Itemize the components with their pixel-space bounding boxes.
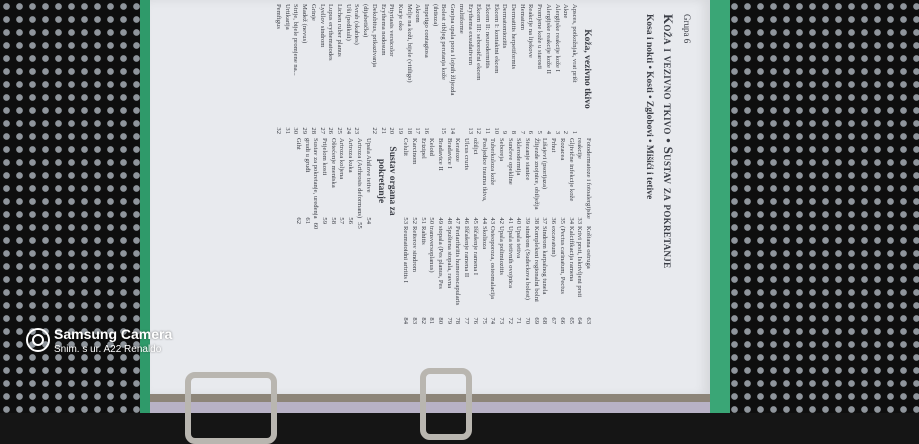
index-entry	[345, 138, 354, 224]
entry-number: 50	[428, 217, 436, 224]
entry-number: 23	[353, 127, 361, 134]
entry-number: 62	[294, 217, 302, 224]
index-entry	[566, 138, 575, 224]
entry-number: 3	[553, 130, 561, 134]
entry-title: Artroza kuka	[347, 138, 355, 173]
entry-title: Apsces, potkožnjak, vrat prišt	[571, 4, 578, 83]
entry-title: Artroza (Arthrosis deformans)	[355, 138, 363, 219]
entry-title: (ihtioza)	[431, 4, 439, 27]
entry-title: Akne	[562, 4, 570, 19]
entry-number: 64	[576, 317, 584, 324]
entry-number: 49	[437, 217, 445, 224]
entry-title: Upala tetiva	[515, 226, 523, 259]
entry-number: 7	[518, 130, 526, 134]
entry-number: 32	[275, 127, 283, 134]
entry-number: 55	[355, 222, 363, 229]
index-entry	[508, 4, 517, 134]
entry-number: 76	[471, 317, 479, 324]
index-entry	[583, 226, 592, 324]
index-entry	[540, 226, 549, 324]
index-entry	[500, 4, 509, 134]
entry-title: Iščašenje ramena I	[471, 226, 479, 276]
index-entry	[526, 4, 535, 134]
section-heading: Koža, vezivno tkivo	[582, 29, 592, 109]
entry-number: 10	[492, 127, 500, 134]
watermark-subtitle: Snim. s ur. A22 Renaldo	[54, 344, 162, 355]
page-subtitle: Kosa i nokti • Kosti • Zglobovi • Mišići i tetive	[644, 14, 654, 200]
index-entry	[534, 4, 543, 134]
entry-title: grudi u gruđi	[303, 138, 311, 173]
entry-number: 57	[338, 217, 346, 224]
entry-title: excavatum)	[550, 226, 558, 257]
index-entry	[401, 138, 410, 224]
entry-number: 78	[454, 317, 462, 324]
index-entry	[548, 226, 557, 324]
entry-number: 29	[301, 127, 309, 134]
entry-number: 56	[347, 217, 355, 224]
index-entry	[488, 138, 497, 224]
index-entry	[505, 138, 514, 224]
entry-title: Urtikarija	[283, 4, 291, 30]
entry-title: Upala tetivnih ovojnica	[506, 226, 514, 288]
index-entry	[354, 138, 363, 229]
entry-number: 4	[544, 130, 552, 134]
entry-number: 70	[524, 317, 532, 324]
entry-number: 13	[466, 127, 474, 134]
entry-title: reakcije	[576, 138, 584, 159]
entry-number: 25	[336, 127, 344, 134]
entry-number: 73	[497, 317, 505, 324]
index-entry	[447, 4, 456, 134]
index-entry	[282, 4, 291, 134]
entry-number: 15	[440, 127, 448, 134]
index-entry	[427, 138, 436, 224]
entry-title: Hematom	[518, 4, 526, 31]
index-entry	[583, 138, 592, 224]
index-entry	[326, 4, 335, 134]
index-entry	[435, 226, 444, 324]
index-entry	[352, 4, 361, 134]
entry-number: 16	[423, 127, 431, 134]
entry-title: Ekcem I: kontaktni ekcem	[492, 4, 500, 74]
index-entry	[479, 226, 488, 324]
entry-title: Bradavice I	[445, 138, 453, 169]
entry-number: 48	[445, 217, 453, 224]
entry-number: 46	[463, 217, 471, 224]
index-entry	[557, 226, 566, 324]
index-entry	[496, 138, 505, 224]
camera-shutter-icon	[26, 328, 50, 352]
entry-number: 66	[558, 317, 566, 324]
index-entry	[439, 4, 448, 134]
entry-number: 17	[414, 127, 422, 134]
entry-number: 18	[405, 127, 413, 134]
entry-title: Prijelom kosti	[321, 138, 329, 176]
entry-title: Celulit	[402, 138, 410, 156]
entry-number: 36	[550, 217, 558, 224]
entry-number: 67	[550, 317, 558, 324]
index-entry	[561, 4, 570, 134]
index-entry	[413, 4, 422, 134]
index-entry	[505, 226, 514, 324]
binder-ring	[185, 372, 277, 444]
entry-title: Madež (nevus)	[301, 4, 309, 44]
entry-number: 74	[489, 317, 497, 324]
entry-title: Osteoporoza, osteomalacija	[489, 226, 497, 299]
index-entry	[273, 4, 282, 134]
entry-number: 72	[506, 317, 514, 324]
entry-title: Mrlje na koži, bijele (vitiligo)	[405, 4, 413, 83]
index-entry	[575, 138, 584, 224]
entry-title: stopala (Pes planus, Pes	[437, 226, 445, 290]
index-entry	[479, 138, 488, 224]
binder-ring	[420, 368, 472, 440]
entry-number: 9	[501, 130, 509, 134]
index-entry	[418, 226, 427, 324]
entry-title: Gnojna upala pora i lojnih žlijezda	[449, 4, 457, 96]
section-heading: Sustav organa za pokretanje	[375, 146, 397, 216]
entry-title: Ekcem II: neurodermitis	[483, 4, 491, 69]
index-entry	[456, 4, 465, 134]
entry-title: Erizipel	[419, 138, 427, 159]
entry-title: Impetigo contagiosa	[423, 4, 431, 58]
entry-title: Reumatoidni artritis I	[402, 226, 410, 283]
entry-title: Promjene kože u starosti	[536, 4, 544, 70]
entry-number: 19	[396, 127, 404, 134]
entry-list	[401, 226, 592, 324]
index-entry	[334, 4, 343, 134]
index-entry	[427, 226, 436, 324]
entry-number: 5	[536, 130, 544, 134]
entry-number: 65	[567, 317, 575, 324]
entry-title: Dermatitis herpetiformis	[510, 4, 518, 70]
entry-number: 1	[571, 130, 578, 134]
entry-number: 42	[497, 217, 505, 224]
entry-number: 24	[344, 127, 352, 134]
index-entry	[421, 4, 430, 134]
entry-number: 27	[318, 127, 326, 134]
index-entry	[369, 4, 378, 134]
entry-title: Lupus erythematodes	[327, 4, 335, 61]
entry-number: 35	[558, 217, 566, 224]
index-entry	[378, 4, 387, 134]
index-entry	[514, 226, 523, 324]
entry-title: Keratoze	[454, 138, 462, 162]
index-entry	[302, 138, 311, 224]
entry-number: 63	[585, 317, 592, 324]
entry-title: Stezanje stanice	[524, 138, 532, 181]
entry-title: multiforme	[457, 4, 465, 34]
entry-title: (Pectus carinatum, Pectus	[558, 226, 566, 294]
index-entry	[488, 226, 497, 324]
entry-number: 80	[437, 317, 445, 324]
entry-number: 14	[449, 127, 457, 134]
entry-title: Lichen ruber planus	[336, 4, 344, 57]
entry-number: 83	[410, 317, 418, 324]
index-entry	[540, 138, 549, 224]
metal-mesh-background	[728, 0, 919, 413]
entry-title: Keloid	[428, 138, 436, 156]
index-entry	[557, 138, 566, 224]
entry-title: (dijabetička)	[362, 4, 370, 38]
entry-number: 60	[312, 222, 320, 230]
entry-number: 11	[483, 127, 491, 134]
index-entry	[496, 226, 505, 324]
index-column-2	[293, 138, 592, 230]
index-entry	[293, 138, 302, 224]
index-entry	[343, 4, 352, 134]
binder-cover-edge	[708, 0, 730, 413]
entry-number: 81	[428, 317, 436, 324]
entry-title: Artroza koljena	[338, 138, 346, 180]
entry-number: 84	[402, 317, 410, 324]
entry-title: Seboreja	[497, 138, 505, 162]
index-entry	[363, 138, 372, 224]
entry-number: 37	[541, 217, 549, 224]
index-entry	[418, 138, 427, 224]
entry-list	[273, 4, 578, 134]
entry-title: Giht	[294, 138, 302, 150]
entry-title: Sindrom karpalnog tunela	[541, 226, 549, 295]
entry-number: 75	[480, 317, 488, 324]
entry-number: 53	[402, 217, 410, 224]
entry-number: 54	[364, 217, 372, 224]
index-entry	[474, 4, 483, 134]
entry-title: Lyellov sindrom	[318, 4, 326, 48]
index-entry	[552, 4, 561, 134]
entry-title: Iščašenje ramena II	[463, 226, 471, 278]
entry-number: 51	[419, 217, 427, 224]
index-entry	[291, 4, 300, 134]
entry-title: ožiljci	[471, 138, 479, 155]
index-entry	[409, 226, 418, 324]
entry-number: 8	[510, 130, 518, 134]
index-entry	[360, 4, 369, 134]
index-column-1	[273, 4, 592, 134]
entry-number: 44	[480, 217, 488, 224]
entry-list	[293, 138, 372, 230]
index-entry	[461, 226, 470, 324]
entry-number: 26	[327, 127, 335, 134]
entry-title: Akrom	[414, 4, 422, 23]
entry-title: Periarthritis humeroscapularis	[454, 226, 462, 306]
entry-number: 34	[567, 217, 575, 224]
entry-number: 12	[475, 127, 483, 134]
entry-list	[401, 138, 592, 224]
entry-title: Grinje	[309, 4, 317, 21]
entry-number: 69	[532, 317, 540, 324]
entry-number: 82	[419, 317, 427, 324]
entry-title: Erythema exsudativum	[466, 4, 474, 65]
index-entry	[300, 4, 309, 134]
index-entry	[337, 138, 346, 224]
entry-title: Žlijezde znojnice, obilježja	[532, 138, 540, 210]
index-entry	[522, 138, 531, 224]
index-entry	[404, 4, 413, 134]
index-entry	[444, 138, 453, 224]
entry-number: 21	[379, 127, 387, 134]
entry-title: Skoliozа	[480, 226, 488, 250]
index-entry	[482, 4, 491, 134]
index-entry	[317, 4, 326, 134]
entry-title: Sklerodermija	[515, 138, 523, 176]
index-entry	[387, 4, 396, 134]
entry-title: Oštećenje meniska	[329, 138, 337, 188]
entry-number: 2	[562, 130, 570, 134]
entry-title: Upala Ahilove tetive	[364, 138, 372, 193]
entry-number: 38	[532, 217, 540, 224]
index-entry	[409, 138, 418, 224]
index-column-3	[401, 226, 592, 324]
page-content	[150, 0, 710, 396]
entry-number: 61	[303, 217, 311, 224]
group-label: Grupa 6	[682, 14, 692, 44]
entry-title: Strije, bijele promjene na...	[292, 4, 300, 76]
entry-title: Pityriasis versicolor	[388, 4, 396, 57]
entry-title: Svrab (skabies)	[353, 4, 361, 45]
index-entry	[491, 4, 500, 134]
index-entry	[566, 226, 575, 324]
entry-title: sindrom (Sudeckova bolest)	[524, 226, 532, 300]
index-entry	[575, 226, 584, 324]
index-entry	[470, 226, 479, 324]
watermark-title: Samsung Camera	[54, 326, 173, 342]
entry-title: Rahitis	[419, 226, 427, 245]
index-entry	[531, 226, 540, 324]
page-title: Koža i vezivno tkivo • Sustav za pokretanje	[661, 14, 676, 269]
index-entry	[308, 4, 317, 134]
index-entry	[435, 138, 444, 224]
index-entry	[430, 4, 439, 134]
index-entry	[531, 138, 540, 224]
entry-number: 41	[506, 217, 514, 224]
entry-title: Bolest ribljeg perutanja kože	[440, 4, 448, 80]
entry-title: Bradavice II	[437, 138, 445, 171]
index-entry	[453, 226, 462, 324]
entry-number: 47	[454, 217, 462, 224]
entry-number: 31	[283, 127, 291, 134]
entry-title: Erythema nodosum	[379, 4, 387, 56]
entry-number: 33	[576, 217, 584, 224]
index-entry	[328, 138, 337, 224]
entry-title: Reakcije na lijekove	[527, 4, 535, 58]
entry-title: Koštana ostruga	[585, 226, 592, 269]
entry-number: 30	[292, 127, 300, 134]
index-entry	[543, 4, 552, 134]
entry-title: Krivi prsti, Iskrivljeni prsti	[576, 226, 584, 298]
index-entry	[465, 4, 474, 134]
index-entry	[461, 138, 470, 224]
entry-number: 39	[524, 217, 532, 224]
entry-title: Sustav za pokretanje, uređenja	[312, 138, 320, 219]
entry-title: Dermatomiozitis	[501, 4, 509, 49]
entry-number: 6	[527, 130, 535, 134]
entry-title: Rozacea	[558, 138, 566, 161]
entry-number: 77	[463, 317, 471, 324]
entry-number: 45	[471, 217, 479, 224]
entry-title: Gljivične infekcije kože	[567, 138, 575, 202]
index-entry	[453, 138, 462, 224]
entry-title: Lišajevi (psorijaza)	[541, 138, 549, 190]
entry-number: 40	[515, 217, 523, 224]
entry-number: 58	[329, 217, 337, 224]
entry-title: Spuštena stopala, ravna	[445, 226, 453, 289]
entry-title: transversoplanus)	[428, 226, 436, 273]
entry-number: 71	[515, 317, 523, 324]
entry-number: 59	[321, 217, 329, 224]
entry-title: Alergijske reakcije kože II	[544, 4, 552, 74]
entry-title: Alergijske reakcije kože I	[553, 4, 561, 72]
entry-title: Karcinom	[410, 138, 418, 165]
entry-title: Sunčeve opekline	[506, 138, 514, 185]
entry-title: Kompleksni regionalni bolni	[532, 226, 540, 302]
index-entry	[444, 226, 453, 324]
index-entry	[470, 138, 479, 224]
index-entry	[311, 138, 320, 230]
entry-title: Tuberkuloza kože	[489, 138, 497, 186]
entry-title: Uši (pedikuli)	[344, 4, 352, 41]
index-entry	[395, 4, 404, 134]
entry-number: 20	[388, 127, 396, 134]
entry-title: Reiterov sindrom	[410, 226, 418, 272]
entry-number: 43	[489, 217, 497, 224]
entry-number: 68	[541, 317, 549, 324]
entry-number: 79	[445, 317, 453, 324]
entry-title: Fotodermatoze i fotoalergijske	[585, 138, 592, 219]
entry-title: Dekubitus, prikazivanja	[370, 4, 378, 67]
index-entry	[517, 4, 526, 134]
index-entry	[548, 138, 557, 224]
entry-title: Prhut	[550, 138, 558, 153]
index-entry	[522, 226, 531, 324]
entry-title: Pemfigus	[275, 4, 283, 29]
entry-number: 52	[410, 217, 418, 224]
document-page	[150, 0, 710, 396]
entry-number: 28	[309, 127, 317, 134]
index-entry	[569, 4, 578, 134]
entry-title: Kurje oko	[396, 4, 404, 31]
index-entry	[514, 138, 523, 224]
entry-title: Upala polimiozitis	[497, 226, 505, 275]
index-entry	[401, 226, 410, 324]
entry-title: Ulcus cruris	[463, 138, 471, 171]
entry-title: Ekcem III: seboroični ekcem	[475, 4, 483, 81]
entry-title: Posljedice trauma tkiva,	[480, 138, 488, 202]
index-entry	[319, 138, 328, 224]
entry-title: Kalcifikacija ramena	[567, 226, 575, 282]
entry-number: 22	[370, 127, 378, 134]
